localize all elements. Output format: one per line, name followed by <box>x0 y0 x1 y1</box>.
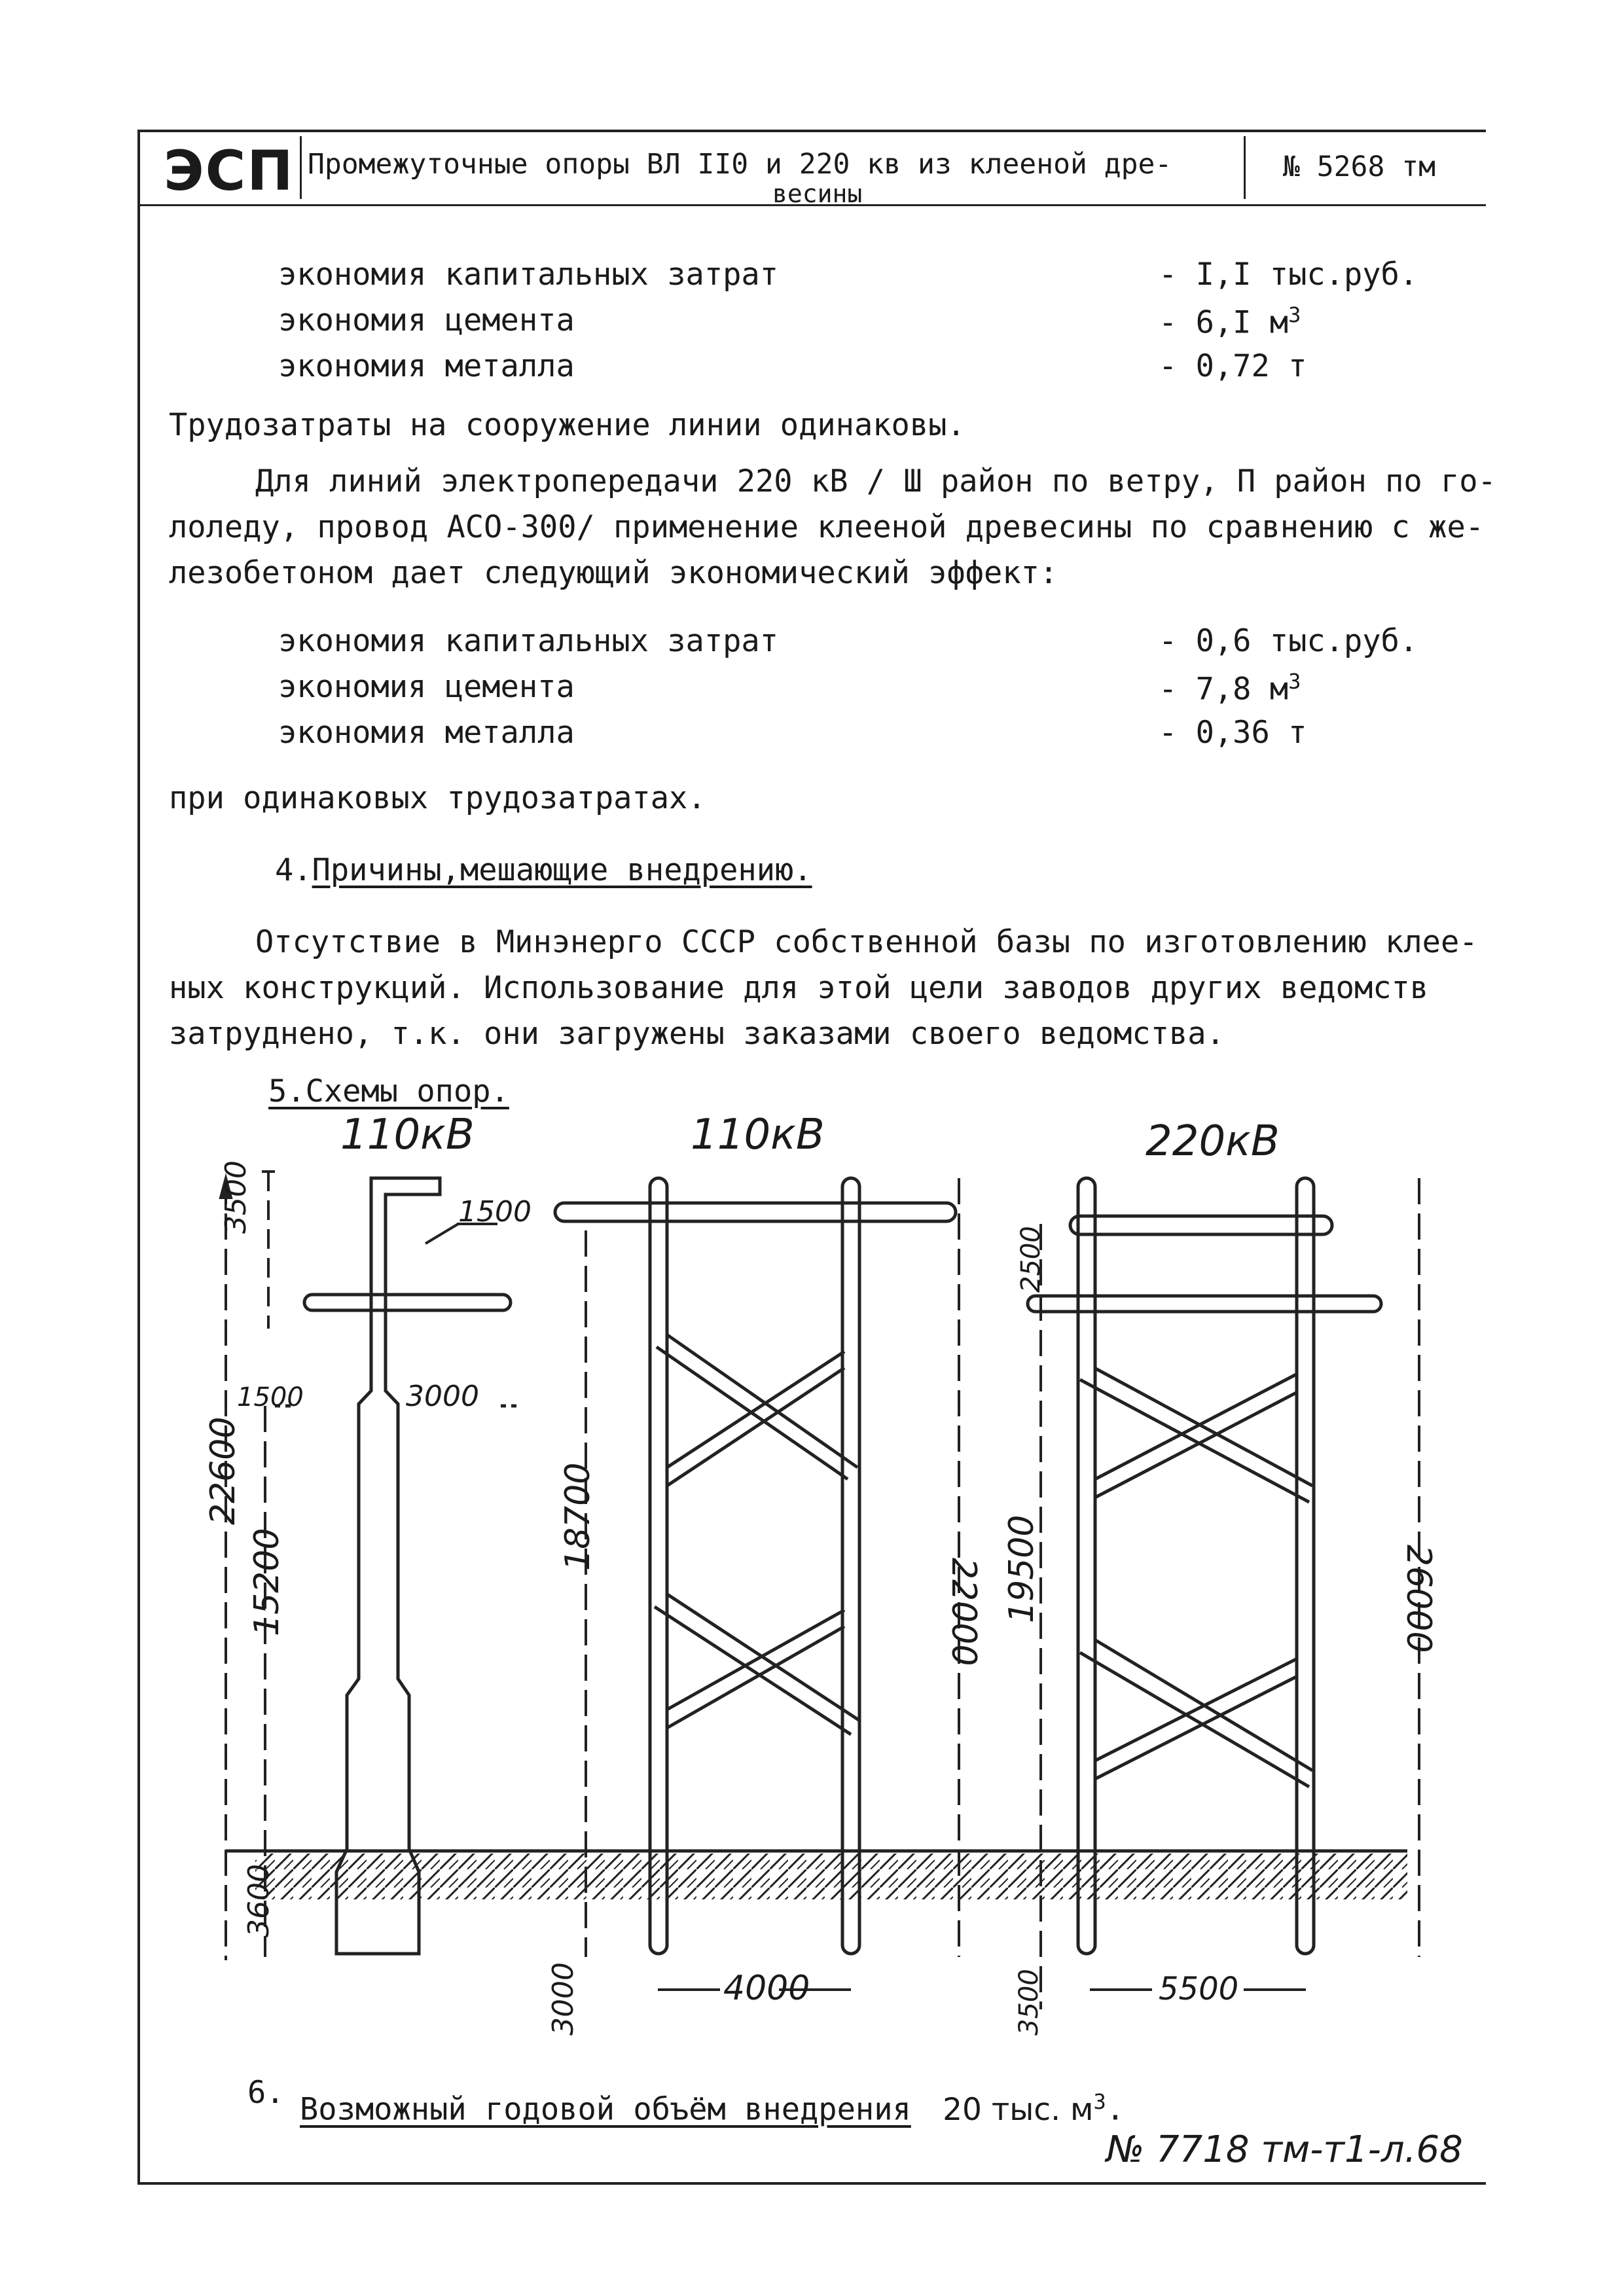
dimension-label: 1500 <box>237 1382 304 1412</box>
dimension-label: 22600 <box>204 1416 243 1525</box>
savings-label: экономия капитальных затрат <box>278 623 779 659</box>
organization-logo: ЭСП <box>164 139 295 203</box>
dimension-label: 15200 <box>247 1528 287 1636</box>
savings-value: - 0,6 тыс.руб. <box>1159 623 1418 659</box>
dimension-label: 3500 <box>219 1160 253 1234</box>
paragraph-line: Отсутствие в Минэнерго СССР собственной базы по изготовлению клее- <box>255 924 1478 960</box>
dimension-label: 18700 <box>558 1462 598 1571</box>
dimension-label: 3600 <box>242 1864 276 1937</box>
caption-110kv-portal: 110кВ <box>691 1111 825 1159</box>
paragraph-line: затруднено, т.к. они загружены заказами своего ведомства. <box>169 1016 1225 1052</box>
savings-label: экономия металла <box>278 348 575 384</box>
pole-110kv-single <box>275 1178 520 1954</box>
savings-label: экономия цемента <box>278 669 575 705</box>
savings-value: - I,I тыс.руб. <box>1159 257 1418 293</box>
pole-220kv-portal <box>1028 1178 1381 1954</box>
savings-value: - 6,I $м^3$ <box>1159 302 1301 341</box>
dimension-label: 1500 <box>458 1195 532 1229</box>
section-6-line: Возможный годовой объём внедрения 20 тыс. $м^3$. <box>300 2089 1125 2128</box>
dimension-label: 5500 <box>1159 1971 1239 2007</box>
section-6-line: 6. <box>247 2075 285 2111</box>
savings-value: - 0,72 т <box>1159 348 1307 384</box>
section-4-heading: 4.Причины,мешающие внедрению. <box>275 852 812 888</box>
ground-hatching <box>226 1851 1407 1899</box>
inventory-reference: № 7718 тм-т1-л.68 <box>1106 2128 1463 2171</box>
paragraph-line: лоледу, провод АСО-300/ применение клееной древесины по сравнению с же- <box>169 509 1485 545</box>
paragraph-line: ных конструкций. Использование для этой цели заводов других ведомств <box>169 970 1429 1006</box>
paragraph-line: лезобетоном дает следующий экономический эффект: <box>169 555 1058 591</box>
dimension-label: 19500 <box>1002 1515 1041 1623</box>
dimension-label: 3500 <box>1014 1969 1044 2036</box>
paragraph-line: Для линий электропередачи 220 кВ / Ш район по ветру, П район по го- <box>255 463 1496 499</box>
section-5-heading: 5.Схемы опор. <box>268 1073 509 1109</box>
dimension-label: 4000 <box>723 1969 810 2008</box>
document-title: Промежуточные опоры ВЛ II0 и 220 кв из клееной дре- <box>308 148 1172 181</box>
dimension-label: 3000 <box>547 1962 580 2036</box>
caption-110kv-single: 110кВ <box>340 1111 475 1159</box>
savings-label: экономия капитальных затрат <box>278 257 779 293</box>
document-number: № 5268 тм <box>1283 151 1435 183</box>
pole-110kv-portal <box>555 1178 956 1954</box>
dimension-label: 3000 <box>406 1380 479 1413</box>
dimension-label: 22000 <box>944 1558 983 1666</box>
savings-label: экономия цемента <box>278 302 575 338</box>
dimension-label: 2500 <box>1016 1226 1046 1293</box>
paragraph-line: Трудозатраты на сооружение линии одинаковы. <box>169 407 965 443</box>
caption-220kv-portal: 220кВ <box>1146 1117 1280 1166</box>
savings-value: - 0,36 т <box>1159 715 1307 751</box>
document-title-continuation: весины <box>772 179 863 208</box>
dimension-label: 26000 <box>1399 1545 1438 1653</box>
paragraph-line: при одинаковых трудозатратах. <box>169 780 706 816</box>
savings-value: - 7,8 $м^3$ <box>1159 669 1301 708</box>
savings-label: экономия металла <box>278 715 575 751</box>
